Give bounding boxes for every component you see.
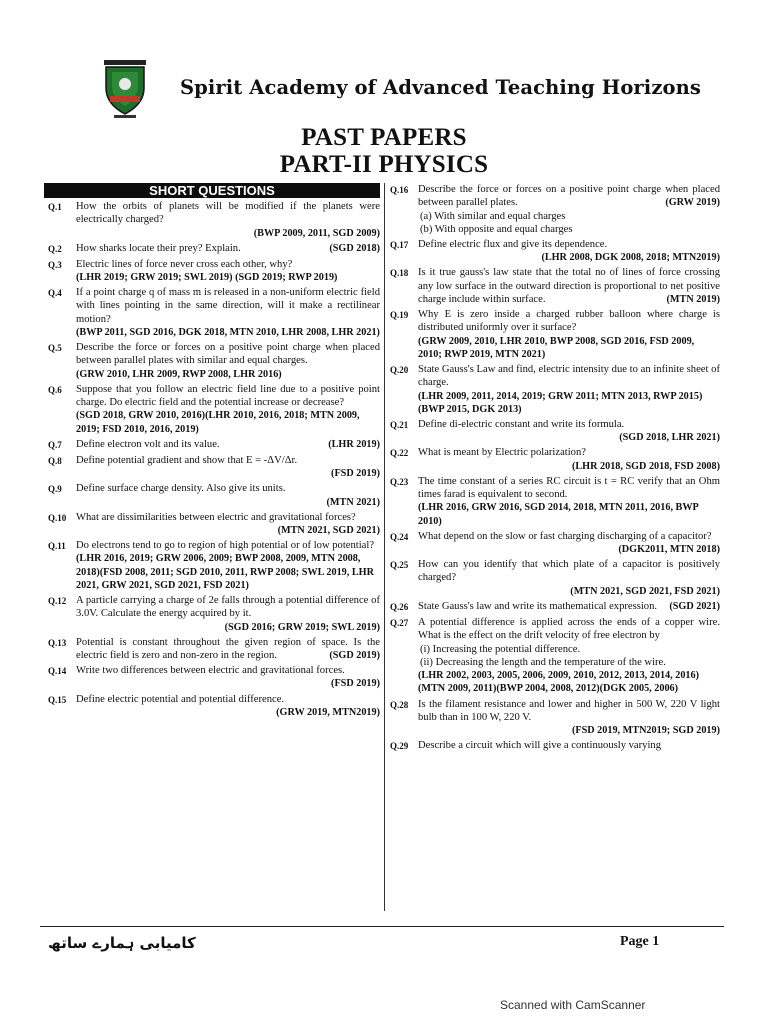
past-paper-reference: (SGD 2018, GRW 2010, 2016)(LHR 2010, 2016, 2018; MTN 2009, 2019; FSD 2010, 2016, 2019): [76, 410, 360, 435]
academy-logo: [100, 58, 150, 120]
scanner-watermark: Scanned with CamScanner: [500, 998, 646, 1012]
question-item: [48, 286, 380, 339]
question-body: [76, 693, 380, 720]
past-paper-reference: (SGD 2018, LHR 2021): [619, 432, 720, 444]
question-number: Q.7: [48, 439, 62, 450]
question-item: [48, 664, 380, 691]
question-item: [390, 363, 720, 416]
question-body: [418, 308, 720, 361]
past-paper-reference: (SGD 2021): [669, 600, 720, 612]
past-paper-reference: (LHR 2002, 2003, 2005, 2006, 2009, 2010, 2012, 2013, 2014, 2016)(MTN 2009, 2011)(BWP 2004, 2008, 2012)(DGK 2005, 2006): [418, 670, 700, 695]
question-text-content: Electric lines of force never cross each other, why?: [76, 258, 293, 270]
question-text-content: Suppose that you follow an electric field line due to a positive point charge. Do electric field and the potential increase or decrease?: [76, 383, 380, 409]
question-text-content: Define electron volt and its value.: [76, 438, 220, 450]
question-item: [390, 739, 720, 753]
question-number: Q.18: [390, 268, 409, 279]
question-number: Q.9: [48, 484, 62, 495]
past-paper-reference: (BWP 2011, SGD 2016, DGK 2018, MTN 2010, LHR 2008, LHR 2021): [76, 327, 380, 339]
question-text-content: How the orbits of planets will be modified if the planets were electrically charged?: [76, 201, 380, 226]
question-body: [418, 446, 720, 473]
urdu-motto: کامیابی ہمارے ساتھ: [48, 934, 196, 952]
question-text-content: Define potential gradient and show that E = -ΔV/Δr.: [76, 454, 298, 466]
question-item: [48, 511, 380, 538]
question-body: [76, 511, 380, 538]
question-item: [390, 418, 720, 445]
question-body: [76, 341, 380, 381]
question-item: [48, 242, 380, 256]
question-text-content: How sharks locate their prey? Explain.: [76, 242, 241, 254]
question-item: [390, 698, 720, 738]
academy-name: Spirit Academy of Advanced Teaching Horizons: [180, 76, 701, 99]
past-paper-reference: (GRW 2019): [665, 197, 720, 209]
question-text-content: Is the filament resistance and lower and higher in 500 W, 220 V light bulb than in 100 W, 220 V.: [418, 698, 720, 723]
question-body: [418, 266, 720, 306]
question-text-content: Is it true gauss's law state that the total no of lines of force crossing any low surface in the outward direction is proportional to net positive charge include within surface.: [418, 267, 720, 305]
question-number: Q.10: [48, 512, 67, 523]
question-item: [390, 616, 720, 696]
question-text: [76, 200, 380, 227]
question-text-content: State Gauss's law and write its mathematical expression.: [418, 600, 658, 612]
question-number: Q.20: [390, 365, 409, 376]
question-body: [418, 363, 720, 416]
past-paper-reference: (SGD 2018): [329, 242, 380, 254]
question-text: [76, 511, 380, 536]
question-number: Q.8: [48, 455, 62, 466]
question-number: Q.22: [390, 448, 409, 459]
question-body: [418, 418, 720, 445]
question-body: [418, 616, 720, 696]
question-text-content: Why E is zero inside a charged rubber balloon where charge is distributed uniformly over it surface?: [418, 309, 720, 334]
question-number: Q.1: [48, 202, 62, 212]
question-number: Q.2: [48, 243, 62, 254]
question-text-content: A potential difference is applied across the ends of a copper wire. What is the effect on the drift velocity of free electron by: [418, 616, 720, 642]
question-text: [418, 183, 720, 210]
past-paper-reference: (LHR 2018, SGD 2018, FSD 2008): [571, 460, 720, 472]
past-paper-reference: (FSD 2019): [331, 468, 380, 480]
past-paper-reference: (MTN 2021, SGD 2021): [277, 525, 380, 536]
question-body: [418, 739, 720, 753]
question-number: Q.6: [48, 384, 62, 395]
past-paper-reference: (BWP 2009, 2011, SGD 2009): [253, 227, 380, 239]
question-number: Q.15: [48, 694, 67, 705]
question-item: [48, 482, 380, 509]
question-number: Q.29: [390, 741, 409, 752]
question-text: [418, 446, 720, 459]
question-number: Q.28: [390, 699, 409, 710]
question-text: [76, 482, 380, 495]
column-divider: [384, 183, 385, 911]
question-text-content: If a point charge q of mass m is released in a non-uniform electric field with lines pointing in the same direction, will it make a rectilinear motion?: [76, 287, 380, 325]
question-text-content: Describe the force or forces on a positive point charge when placed between parallel plates.: [418, 184, 720, 209]
question-text: [76, 286, 380, 326]
page-title: PAST PAPERS: [301, 124, 467, 151]
footer-rule: [40, 926, 724, 927]
question-item: [48, 636, 380, 663]
question-item: [390, 475, 720, 528]
question-number: Q.19: [390, 310, 409, 321]
question-text-content: Define surface charge density. Also give its units.: [76, 483, 286, 495]
past-paper-reference: (FSD 2019, MTN2019; SGD 2019): [572, 725, 720, 737]
question-text: [76, 258, 380, 271]
question-number: Q.17: [390, 239, 409, 250]
question-item: [390, 308, 720, 361]
past-paper-reference: (GRW 2019, MTN2019): [276, 706, 380, 718]
question-item: [48, 454, 380, 481]
question-item: [48, 539, 380, 592]
question-text: [418, 558, 720, 585]
question-text-content: How can you identify that which plate of a capacitor is positively charged?: [418, 559, 720, 584]
question-number: Q.23: [390, 476, 409, 487]
question-text: [418, 308, 720, 335]
question-body: [418, 475, 720, 528]
question-number: Q.14: [48, 666, 67, 677]
past-paper-reference: (LHR 2016, GRW 2016, SGD 2014, 2018, MTN 2011, 2016, BWP 2010): [418, 502, 699, 527]
right-column: [390, 183, 720, 755]
question-text-content: Do electrons tend to go to region of high potential or of low potential?: [76, 540, 375, 552]
past-paper-reference: (MTN 2021, SGD 2021, FSD 2021): [570, 585, 720, 597]
question-text-content: State Gauss's Law and find, electric intensity due to an infinite sheet of charge.: [418, 364, 720, 389]
question-text: [76, 636, 380, 663]
question-item: [48, 594, 380, 634]
question-number: Q.11: [48, 541, 66, 552]
question-text-content: Define electric potential and potential difference.: [76, 693, 285, 705]
question-number: Q.21: [390, 420, 409, 431]
question-body: [76, 454, 380, 481]
question-text-content: What are dissimilarities between electric and gravitational forces?: [76, 511, 356, 523]
question-number: Q.24: [390, 531, 409, 542]
question-body: [418, 698, 720, 738]
question-body: [418, 530, 720, 557]
question-number: Q.16: [390, 185, 409, 195]
left-column: [48, 183, 380, 721]
question-text: [76, 454, 380, 467]
question-item: [48, 200, 380, 240]
question-text: [418, 739, 720, 752]
question-text-content: The time constant of a series RC circuit is t = RC verify that an Ohm times farad is equivalent to second.: [418, 475, 720, 501]
past-paper-reference: (LHR 2019): [328, 438, 380, 450]
past-paper-reference: (SGD 2016; GRW 2019; SWL 2019): [224, 621, 380, 633]
question-number: Q.26: [390, 601, 409, 612]
question-text: [76, 383, 380, 410]
past-paper-reference: (LHR 2009, 2011, 2014, 2019; GRW 2011; MTN 2013, RWP 2015)(BWP 2015, DGK 2013): [418, 390, 703, 415]
question-body: [76, 286, 380, 339]
sub-part: (i) Increasing the potential difference.: [420, 643, 581, 655]
question-text-content: What depend on the slow or fast charging discharging of a capacitor?: [418, 530, 712, 542]
question-text: [76, 664, 380, 690]
question-text: [76, 341, 380, 368]
question-text-content: Describe a circuit which will give a continuously varying: [418, 740, 661, 752]
question-item: [390, 446, 720, 473]
question-number: Q.4: [48, 288, 62, 299]
header: [100, 58, 720, 128]
question-body: [76, 258, 380, 285]
question-number: Q.3: [48, 259, 62, 270]
past-paper-reference: (GRW 2009, 2010, LHR 2010, BWP 2008, SGD 2016, FSD 2009, 2010; RWP 2019, MTN 2021): [418, 335, 695, 360]
past-paper-reference: (LHR 2008, DGK 2008, 2018; MTN2019): [541, 252, 720, 264]
page-number: Page 1: [620, 934, 660, 949]
question-text: [76, 693, 380, 706]
question-body: [418, 558, 720, 598]
question-text: [418, 616, 720, 643]
question-body: [76, 383, 380, 436]
question-number: Q.12: [48, 596, 67, 607]
question-text: [418, 600, 720, 613]
question-text: [76, 242, 380, 255]
sub-part: (b) With opposite and equal charges: [420, 223, 573, 235]
question-text: [418, 363, 720, 390]
question-text-content: Define di-electric constant and write its formula.: [418, 419, 625, 431]
question-text-content: Describe the force or forces on a positive point charge when placed between parallel plates with similar and equal charges.: [76, 342, 380, 367]
question-text: [418, 418, 720, 431]
question-body: [76, 594, 380, 634]
past-paper-reference: (LHR 2016, 2019; GRW 2006, 2009; BWP 2008, 2009, MTN 2008, 2018)(FSD 2008, 2011; SGD 2010, 2011, RWP 2008; SWL 2019, LHR 2021, GRW 2021, SGD 2021, FSD 2021): [76, 553, 374, 591]
question-text-content: Define electric flux and give its dependence.: [418, 238, 608, 250]
question-text-content: A particle carrying a charge of 2e falls through a potential difference of 3.0V. Calculate the energy acquired by it.: [76, 595, 380, 620]
question-item: [48, 438, 380, 452]
past-paper-reference: (LHR 2019; GRW 2019; SWL 2019) (SGD 2019; RWP 2019): [76, 272, 338, 284]
question-text: [76, 539, 380, 552]
question-item: [390, 530, 720, 557]
question-body: [76, 438, 380, 452]
past-paper-reference: (MTN 2019): [666, 293, 720, 305]
question-text-content: Potential is constant throughout the given region of space. Is the electric field is zero and non-zero in the region.: [76, 636, 380, 662]
question-text: [418, 698, 720, 725]
sub-part: (ii) Decreasing the length and the temperature of the wire.: [420, 656, 666, 668]
question-body: [76, 636, 380, 663]
past-paper-reference: (GRW 2010, LHR 2009, RWP 2008, LHR 2016): [76, 368, 282, 380]
past-paper-reference: (FSD 2019): [331, 678, 380, 690]
question-item: [390, 266, 720, 306]
question-body: [418, 600, 720, 614]
question-body: [418, 238, 720, 265]
question-item: [48, 383, 380, 436]
question-text: [418, 475, 720, 502]
question-item: [48, 693, 380, 720]
question-text: [76, 594, 380, 633]
page-subtitle: PART-II PHYSICS: [279, 151, 489, 178]
question-body: [418, 183, 720, 236]
question-text: [418, 238, 720, 251]
question-body: [76, 200, 380, 240]
question-text: [76, 438, 380, 451]
question-item: [48, 341, 380, 381]
question-number: Q.25: [390, 560, 409, 571]
past-paper-reference: (SGD 2019): [329, 650, 380, 662]
question-item: [48, 258, 380, 285]
question-number: Q.13: [48, 637, 67, 648]
question-item: [390, 600, 720, 614]
question-body: [76, 242, 380, 256]
question-text-content: What is meant by Electric polarization?: [418, 447, 586, 459]
past-paper-reference: (MTN 2021): [326, 496, 380, 508]
question-item: [390, 558, 720, 598]
question-item: [390, 238, 720, 265]
question-body: [76, 539, 380, 592]
past-paper-reference: (DGK2011, MTN 2018): [618, 544, 720, 556]
question-text-content: Write two differences between electric and gravitational forces.: [76, 665, 345, 677]
section-header-short-questions: SHORT QUESTIONS: [44, 183, 380, 198]
question-item: [390, 183, 720, 236]
sub-part: (a) With similar and equal charges: [420, 210, 566, 222]
question-text: [418, 266, 720, 306]
question-number: Q.5: [48, 343, 62, 354]
question-body: [76, 664, 380, 691]
question-body: [76, 482, 380, 509]
question-text: [418, 530, 720, 556]
question-number: Q.27: [390, 617, 409, 628]
